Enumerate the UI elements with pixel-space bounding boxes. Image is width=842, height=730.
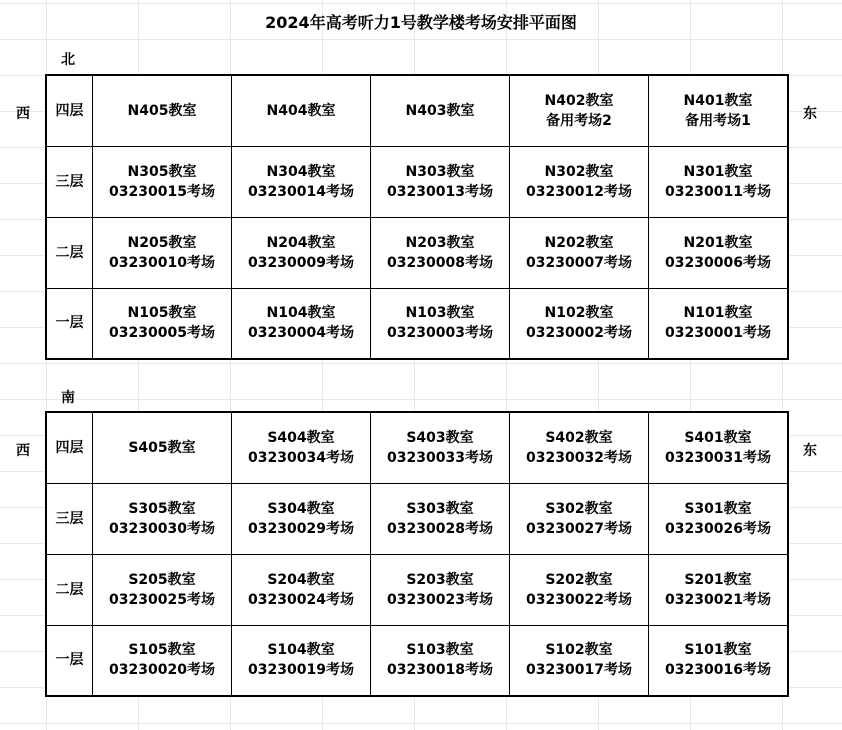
room-exam: 03230016考场 [665,662,771,679]
room-cell [371,217,510,288]
room-name: N203教室 [405,234,475,251]
south-building-rows [46,412,788,696]
north-west-label: 西 [16,106,30,122]
room-name: S302教室 [545,500,613,517]
room-name: S304教室 [267,500,335,517]
room-exam: 03230001考场 [665,325,771,342]
room-name: S105教室 [128,642,196,659]
floor-label: 一层 [46,625,93,696]
room-exam: 03230011考场 [665,183,771,200]
room-cell [649,412,789,483]
south-west-label: 西 [16,443,30,459]
room-cell [232,288,371,359]
room-name: S205教室 [128,571,196,588]
room-cell [649,146,789,217]
floor-label: 二层 [46,554,93,625]
table-row [46,146,788,217]
room-exam: 03230017考场 [526,662,632,679]
room-name: S303教室 [406,500,474,517]
room-name: N204教室 [266,234,336,251]
table-row [46,217,788,288]
room-cell [510,75,649,146]
room-name: N105教室 [127,305,197,322]
floor-label: 三层 [46,146,93,217]
room-exam: 03230030考场 [109,520,215,537]
room-name: S401教室 [684,429,752,446]
room-name: N405教室 [127,102,197,119]
room-name: S405教室 [128,439,196,456]
room-exam: 03230025考场 [109,591,215,608]
room-name: N102教室 [544,305,614,322]
room-name: N304教室 [266,163,336,180]
room-cell [371,412,510,483]
table-row [46,412,788,483]
room-exam: 03230013考场 [387,183,493,200]
room-exam: 03230005考场 [109,325,215,342]
room-cell [371,554,510,625]
room-cell [232,217,371,288]
room-exam: 03230020考场 [109,662,215,679]
table-row [46,625,788,696]
floor-label: 三层 [46,483,93,554]
room-exam: 03230006考场 [665,254,771,271]
room-name: N402教室 [544,92,614,109]
room-cell [510,625,649,696]
room-cell [93,554,232,625]
room-name: S201教室 [684,571,752,588]
room-cell [510,146,649,217]
room-cell [371,75,510,146]
room-cell [649,288,789,359]
room-cell [93,625,232,696]
room-name: S301教室 [684,500,752,517]
room-exam: 03230033考场 [387,449,493,466]
room-name: N205教室 [127,234,197,251]
south-east-label: 东 [803,443,817,459]
page-title: 2024年高考听力1号教学楼考场安排平面图 [265,13,577,32]
floor-label: 一层 [46,288,93,359]
room-exam: 03230023考场 [387,591,493,608]
north-building-rows [46,75,788,359]
room-name: S103教室 [406,642,474,659]
room-exam: 03230022考场 [526,591,632,608]
room-exam: 03230002考场 [526,325,632,342]
room-cell [232,146,371,217]
room-cell [510,288,649,359]
room-cell [371,288,510,359]
room-exam: 03230012考场 [526,183,632,200]
room-cell [371,146,510,217]
room-name: S202教室 [545,571,613,588]
table-row [46,288,788,359]
room-cell [232,75,371,146]
table-row [46,554,788,625]
room-exam: 03230014考场 [248,183,354,200]
room-name: N404教室 [266,102,336,119]
table-row [46,483,788,554]
room-exam: 03230010考场 [109,254,215,271]
room-cell [371,483,510,554]
room-name: S305教室 [128,500,196,517]
room-name: N101教室 [683,305,753,322]
room-name: N403教室 [405,102,475,119]
room-name: N305教室 [127,163,197,180]
room-name: N103教室 [405,305,475,322]
room-exam: 03230021考场 [665,591,771,608]
room-exam: 03230029考场 [248,520,354,537]
room-name: N301教室 [683,163,753,180]
room-cell [93,75,232,146]
floor-label: 四层 [46,75,93,146]
room-name: N104教室 [266,305,336,322]
room-name: S104教室 [267,642,335,659]
room-exam: 备用考场2 [546,112,612,129]
room-exam: 03230007考场 [526,254,632,271]
room-exam: 03230009考场 [248,254,354,271]
room-cell [93,288,232,359]
room-name: S403教室 [406,429,474,446]
room-exam: 03230026考场 [665,520,771,537]
room-exam: 03230032考场 [526,449,632,466]
room-cell [93,483,232,554]
room-name: N202教室 [544,234,614,251]
room-name: S204教室 [267,571,335,588]
room-exam: 03230019考场 [248,662,354,679]
table-row [46,75,788,146]
room-name: S402教室 [545,429,613,446]
room-cell [510,217,649,288]
room-name: N302教室 [544,163,614,180]
room-cell [93,412,232,483]
room-cell [93,146,232,217]
room-cell [649,554,789,625]
south-building-table [45,411,789,697]
room-name: S101教室 [684,642,752,659]
south-label: 南 [61,390,75,406]
room-exam: 03230028考场 [387,520,493,537]
floor-label: 二层 [46,217,93,288]
north-label: 北 [61,52,75,68]
room-exam: 03230008考场 [387,254,493,271]
north-building-table [45,74,789,360]
room-exam: 03230024考场 [248,591,354,608]
room-cell [510,412,649,483]
room-exam: 03230034考场 [248,449,354,466]
room-cell [93,217,232,288]
room-cell [649,625,789,696]
room-cell [510,483,649,554]
floor-label: 四层 [46,412,93,483]
room-exam: 03230015考场 [109,183,215,200]
room-name: N201教室 [683,234,753,251]
room-exam: 03230018考场 [387,662,493,679]
room-name: S102教室 [545,642,613,659]
room-name: S203教室 [406,571,474,588]
room-cell [371,625,510,696]
room-cell [232,554,371,625]
room-cell [510,554,649,625]
room-name: S404教室 [267,429,335,446]
room-cell [232,412,371,483]
room-exam: 备用考场1 [685,112,751,129]
room-cell [649,217,789,288]
room-exam: 03230031考场 [665,449,771,466]
north-east-label: 东 [803,106,817,122]
room-exam: 03230004考场 [248,325,354,342]
room-cell [232,625,371,696]
room-cell [649,75,789,146]
room-cell [232,483,371,554]
room-cell [649,483,789,554]
room-name: N303教室 [405,163,475,180]
room-exam: 03230027考场 [526,520,632,537]
room-name: N401教室 [683,92,753,109]
room-exam: 03230003考场 [387,325,493,342]
